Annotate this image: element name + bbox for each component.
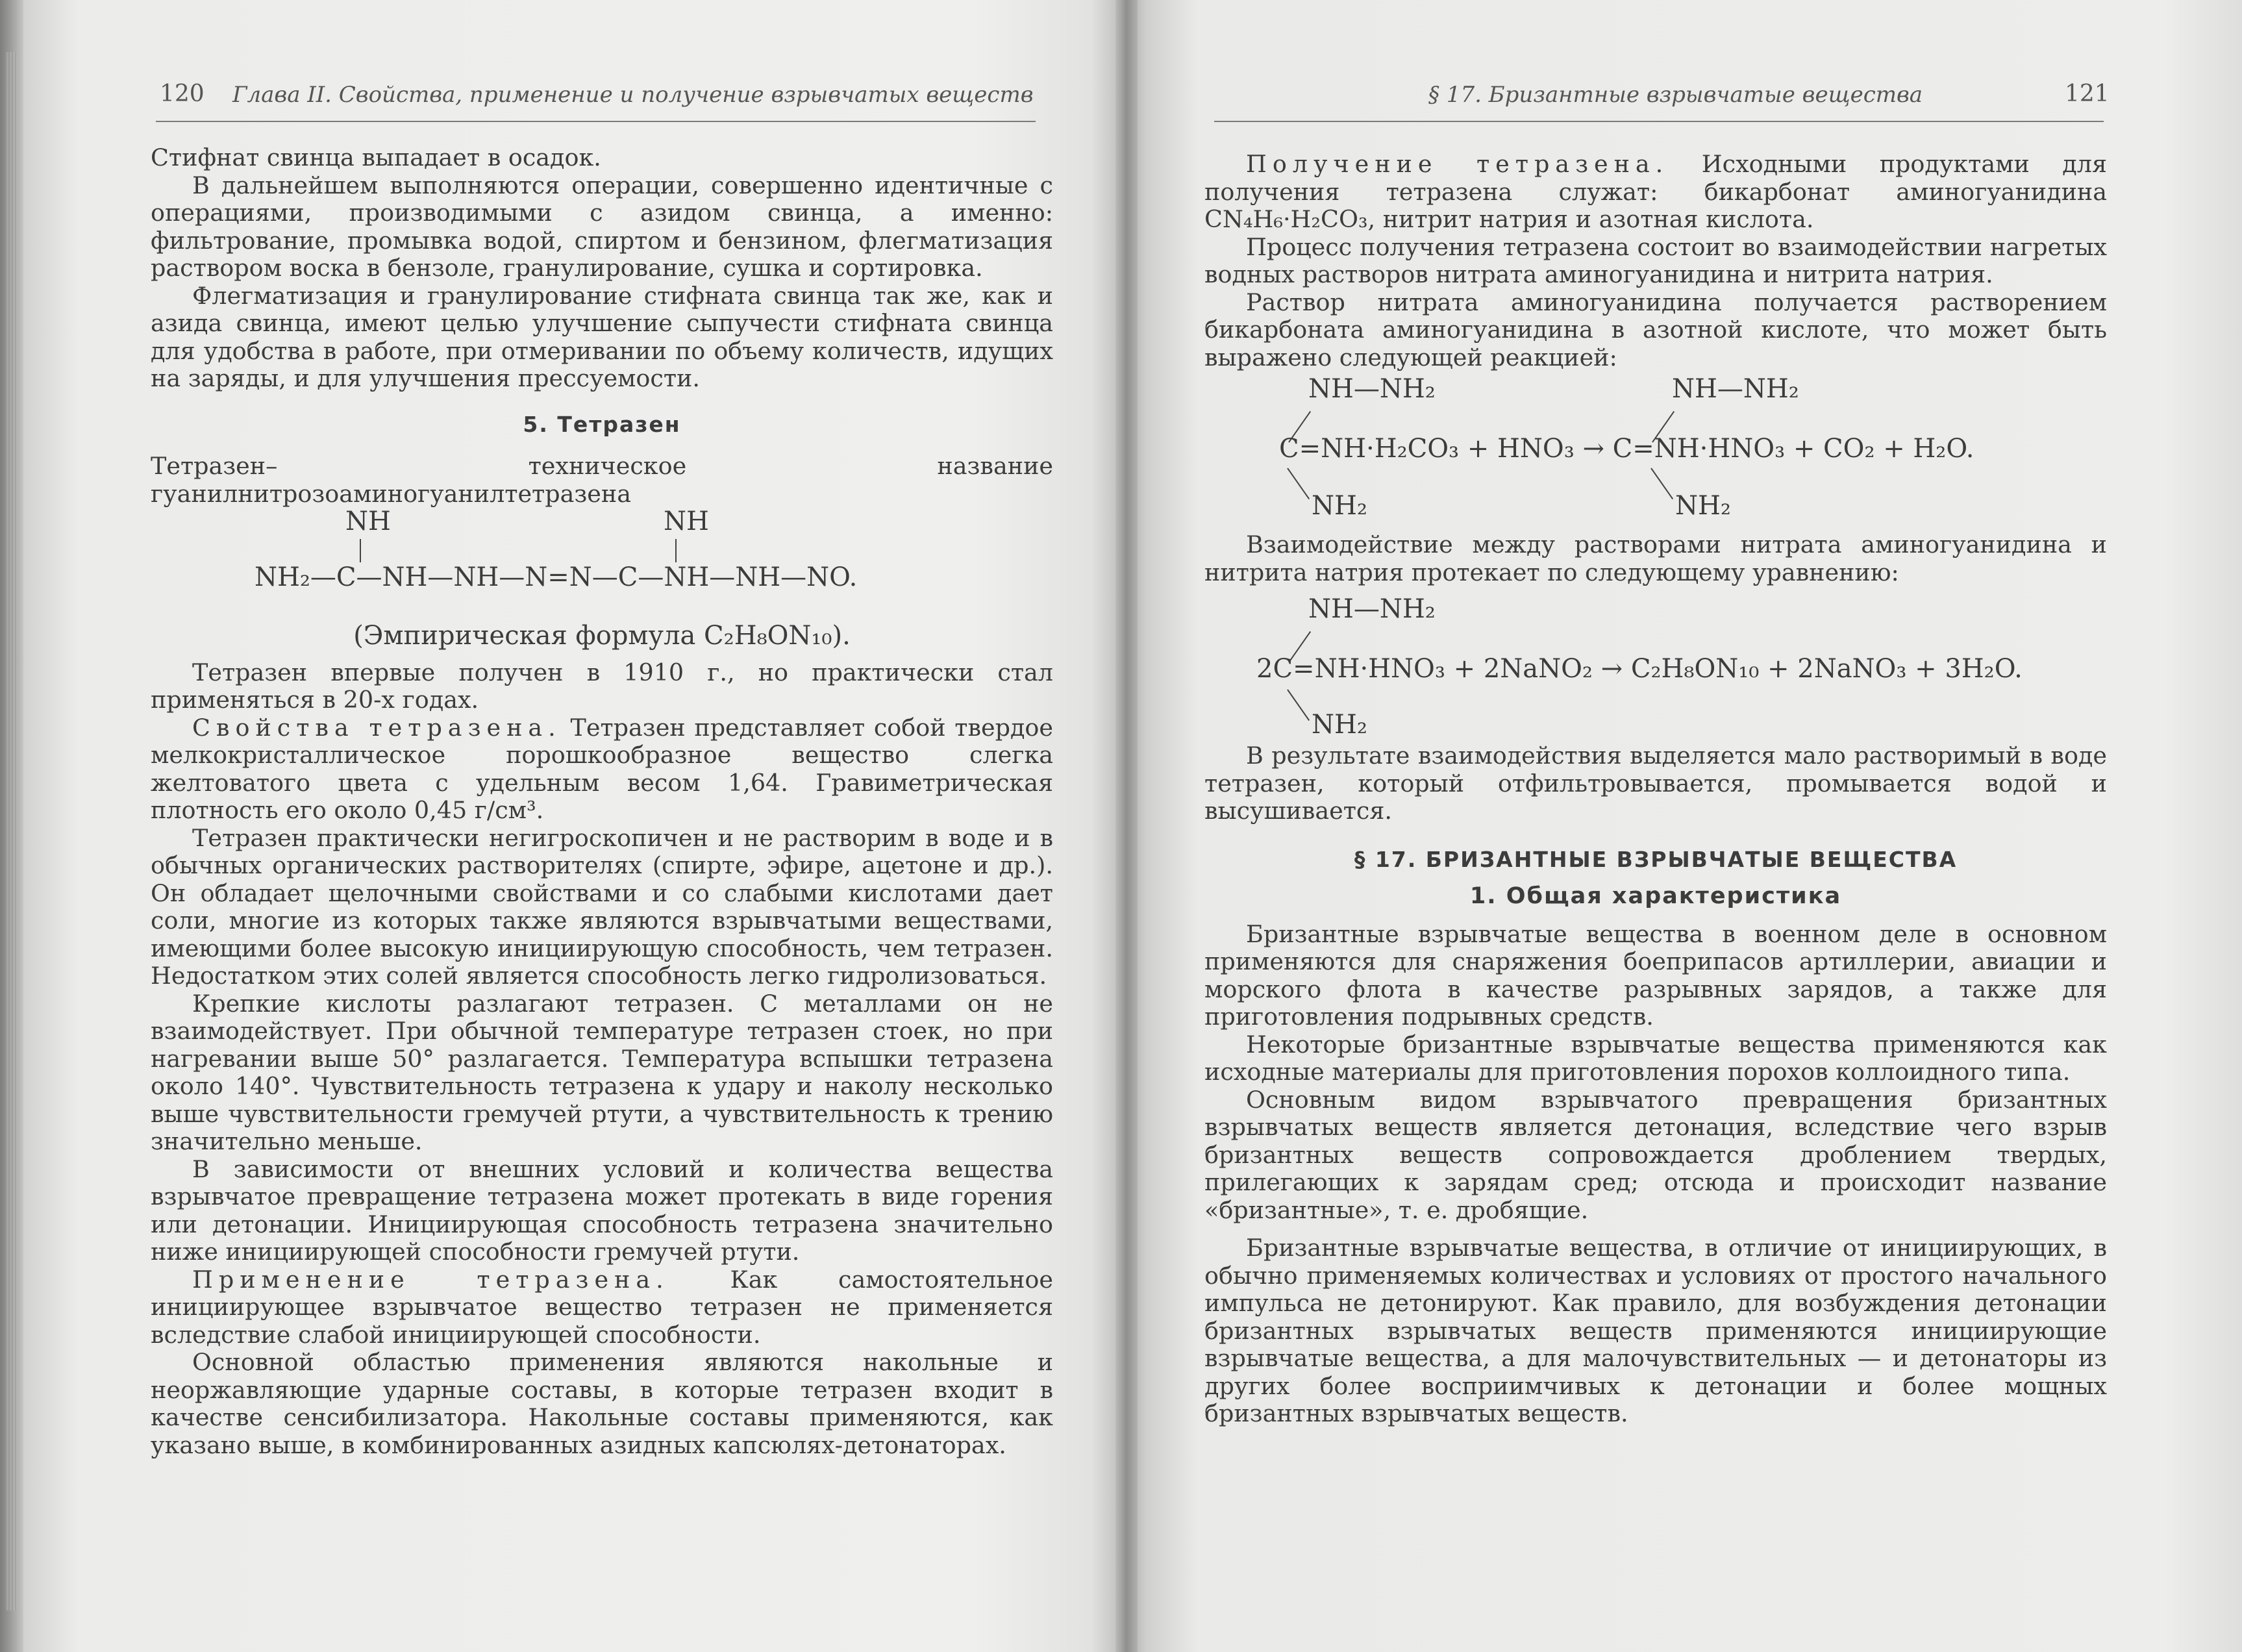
- spaced-title: Применение тетразена.: [192, 1265, 669, 1294]
- left-header-rule: [156, 121, 1036, 122]
- paragraph: Основным видом взрывчатого превращения бризантных взрывчатых веществ является детонация, вследствие чего взрыв бризантных веществ сопровождается дроблением твердых, прилегающих к зарядам сред; отсюда и происходит название «бризантные», т. е. дробящие.: [1204, 1085, 2107, 1224]
- bond-line: [1287, 468, 1310, 499]
- left-column: [151, 144, 1053, 1459]
- paragraph: Основной областью применения являются накольные и неоржавляющие ударные составы, в которые тетразен входит в качестве сенсибилизатора. Накольные составы применяются, как указано выше, в комбинированных азидных капсюлях-детонаторах.: [151, 1348, 1053, 1459]
- paragraph: Флегматизация и гранулирование стифната свинца так же, как и азида свинца, имеют целью улучшение сыпучести стифната свинца для удобства в работе, при отмеривании по объему количеств, идущих на заряды, и для улучшения прессуемости.: [151, 281, 1053, 392]
- tetrazene-formula: [151, 508, 1053, 618]
- paragraph-text: Исходными продуктами для получения тетразена служат: бикарбонат аминогуанидина CN₄H₆·H₂CO₃, нитрит натрия и азотная кислота.: [1204, 150, 2107, 233]
- right-page-number: 121: [2065, 81, 2110, 107]
- reaction-equation-2: [1204, 586, 2107, 742]
- right-column: [1204, 151, 2107, 1428]
- formula-top: NH—NH₂: [1308, 594, 1436, 624]
- double-bond-mark: [675, 539, 677, 562]
- spaced-title: Получение тетразена.: [1246, 150, 1669, 178]
- paragraph: Крепкие кислоты разлагают тетразен. С металлами он не взаимодействует. При обычной температуре тетразен стоек, но при нагревании выше 50° разлагается. Температура вспышки тетразена около 140°. Чувствительность тетразена к удару и наколу несколько выше чувствительности гремучей ртути, а чувствительность к трению значительно меньше.: [151, 989, 1053, 1155]
- formula-main: NH₂—C—NH—NH—N=N—C—NH—NH—NO.: [255, 562, 858, 592]
- paragraph: Тетразен впервые получен в 1910 г., но практически стал применяться в 20-х годах.: [151, 658, 1053, 714]
- paragraph: В результате взаимодействия выделяется мало растворимый в воде тетразен, который отфильтровывается, промывается водой и высушивается.: [1204, 742, 2107, 825]
- paragraph: Тетразен практически негигроскопичен и не растворим в воде и в обычных органических растворителях (спирте, эфире, ацетоне и др.). Он обладает щелочными свойствами и со слабыми кислотами дает соли, многие из которых также являются взрывчатыми веществами, имеющими более высокую инициирующую способность, чем тетразен. Недостатком этих солей является способность легко гидролизоваться.: [151, 823, 1053, 990]
- left-running-header: Глава II. Свойства, применение и получение взрывчатых веществ: [232, 82, 1034, 108]
- right-header-rule: [1214, 121, 2104, 122]
- page-edge-lines: [5, 52, 17, 1610]
- paragraph: Взаимодействие между растворами нитрата аминогуанидина и нитрита натрия протекает по следующему уравнению:: [1204, 531, 2107, 586]
- paragraph: Бризантные взрывчатые вещества, в отличие от инициирующих, в обычно применяемых количествах и условиях от простого начального импульса не детонируют. Как правило, для возбуждения детонации бризантных взрывчатых веществ применяются инициирующие взрывчатые вещества, а для малочувствительных — и детонаторы из других более восприимчивых к детонации и более мощных бризантных взрывчатых веществ.: [1204, 1234, 2107, 1427]
- paragraph: Бризантные взрывчатые вещества в военном деле в основном применяются для снаряжения боеприпасов артиллерии, авиации и морского флота в качестве разрывных зарядов, а также для приготовления подрывных средств.: [1204, 920, 2107, 1031]
- formula-bottom-right: NH₂: [1675, 491, 1731, 521]
- bond-line: [1650, 468, 1673, 499]
- paragraph-text: Как самостоятельное инициирующее взрывчатое вещество тетразен не применяется вследствие слабой инициирующей способности.: [151, 1265, 1053, 1349]
- paragraph: Раствор нитрата аминогуанидина получается растворением бикарбоната аминогуанидина в азотной кислоте, что может быть выражено следующей реакцией:: [1204, 288, 2107, 371]
- paragraph: [1204, 151, 2107, 234]
- paragraph: Стифнат свинца выпадает в осадок.: [151, 144, 601, 171]
- paragraph: Процесс получения тетразена состоит во взаимодействии нагретых водных растворов нитрата аминогуанидина и нитрита натрия.: [1204, 232, 2107, 288]
- paragraph-text: Тетразен представляет собой твердое мелкокристаллическое порошкообразное вещество слегка желтоватого цвета с удельным весом 1,64. Гравиметрическая плотность его около 0,45 г/см³.: [151, 713, 1054, 824]
- paragraph: В дальнейшем выполняются операции, совершенно идентичные с операциями, производимыми с азидом свинца, а именно: фильтрование, промывка водой, спиртом и бензином, флегматизация раствором воска в бензоле, гранулирование, сушка и сортировка.: [151, 171, 1053, 282]
- paragraph: [151, 1266, 1053, 1349]
- reaction-equation-1: [1204, 371, 2107, 527]
- book-gutter: [1115, 0, 1138, 1652]
- left-page-number: 120: [160, 81, 205, 107]
- empirical-formula: (Эмпирическая формула C₂H₈ON₁₀).: [353, 621, 851, 651]
- paragraph: [151, 714, 1053, 825]
- section-heading: 5. Тетразен: [523, 411, 681, 437]
- formula-nh-right: NH: [664, 507, 709, 536]
- formula-bottom: NH₂: [1312, 710, 1367, 740]
- bond-line: [1287, 689, 1310, 721]
- section-heading: § 17. БРИЗАНТНЫЕ ВЗРЫВЧАТЫЕ ВЕЩЕСТВА: [1354, 846, 1958, 872]
- formula-top-left: NH—NH₂: [1308, 374, 1436, 404]
- formula-top-right: NH—NH₂: [1672, 374, 1799, 404]
- right-running-header: § 17. Бризантные взрывчатые вещества: [1428, 82, 1923, 108]
- sub-heading: 1. Общая характеристика: [1469, 883, 1842, 909]
- double-bond-mark: [360, 539, 361, 562]
- spaced-title: Свойства тетразена.: [192, 713, 562, 742]
- paragraph: Некоторые бризантные взрывчатые вещества применяются как исходные материалы для приготовления порохов коллоидного типа.: [1204, 1030, 2107, 1086]
- formula-nh-left: NH: [345, 507, 391, 536]
- formula-bottom-left: NH₂: [1312, 491, 1367, 521]
- formula-middle: 2C=NH·HNO₃ + 2NaNO₂ → C₂H₈ON₁₀ + 2NaNO₃ + 3H₂O.: [1256, 654, 2023, 684]
- paragraph: Тетразен– техническое название гуанилнитрозоаминогуанилтетразена: [151, 452, 1053, 508]
- paragraph: В зависимости от внешних условий и количества вещества взрывчатое превращение тетразена может протекать в виде горения или детонации. Инициирующая способность тетразена значительно ниже инициирующей способности гремучей ртути.: [151, 1155, 1053, 1266]
- formula-middle: C=NH·H₂CO₃ + HNO₃ → C=NH·HNO₃ + CO₂ + H₂O.: [1279, 434, 1974, 464]
